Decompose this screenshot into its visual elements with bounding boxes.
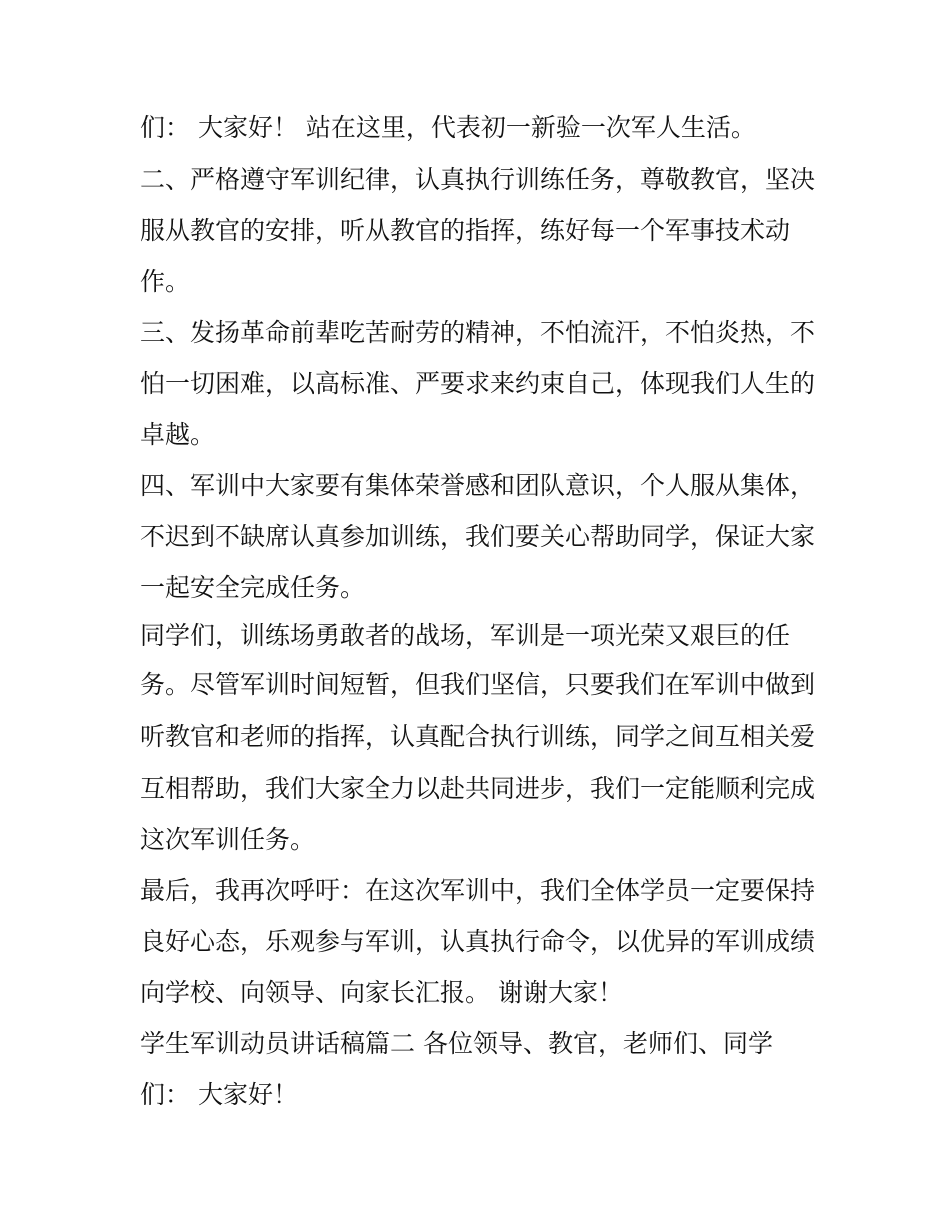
text-line: 最后，我再次呼吁：在这次军训中，我们全体学员一定要保持 (140, 876, 816, 905)
text-line: 三、发扬革命前辈吃苦耐劳的精神，不怕流汗，不怕炎热，不 (140, 318, 816, 347)
text-line: 怕一切困难，以高标准、严要求来约束自己，体现我们人生的 (140, 369, 816, 398)
text-line: 向学校、向领导、向家长汇报。 谢谢大家！ (140, 978, 623, 1007)
text-line: 们： 大家好！ 站在这里，代表初一新验一次军人生活。 (140, 113, 756, 142)
text-line: 良好心态，乐观参与军训，认真执行命令，以优异的军训成绩 (140, 927, 816, 956)
text-line: 服从教官的安排，听从教官的指挥，练好每一个军事技术动 (140, 216, 791, 245)
text-line: 听教官和老师的指挥，认真配合执行训练，同学之间互相关爱 (140, 722, 816, 751)
text-line: 们： 大家好！ (140, 1080, 298, 1109)
text-line: 卓越。 (140, 420, 216, 449)
text-line: 作。 (140, 267, 191, 296)
text-line: 务。尽管军训时间短暂，但我们坚信，只要我们在军训中做到 (140, 670, 816, 699)
text-line: 同学们，训练场勇敢者的战场，军训是一项光荣又艰巨的任 (140, 621, 791, 650)
text-line: 二、严格遵守军训纪律，认真执行训练任务，尊敬教官，坚决 (140, 165, 816, 194)
text-line: 一起安全完成任务。 (140, 573, 366, 602)
text-line: 不迟到不缺席认真参加训练，我们要关心帮助同学，保证大家 (140, 522, 816, 551)
text-line: 四、军训中大家要有集体荣誉感和团队意识，个人服从集体， (140, 471, 816, 500)
text-line: 这次军训任务。 (140, 825, 316, 854)
text-line: 学生军训动员讲话稿篇二 各位领导、教官，老师们、同学 (140, 1029, 773, 1058)
text-line: 互相帮助，我们大家全力以赴共同进步，我们一定能顺利完成 (140, 774, 816, 803)
